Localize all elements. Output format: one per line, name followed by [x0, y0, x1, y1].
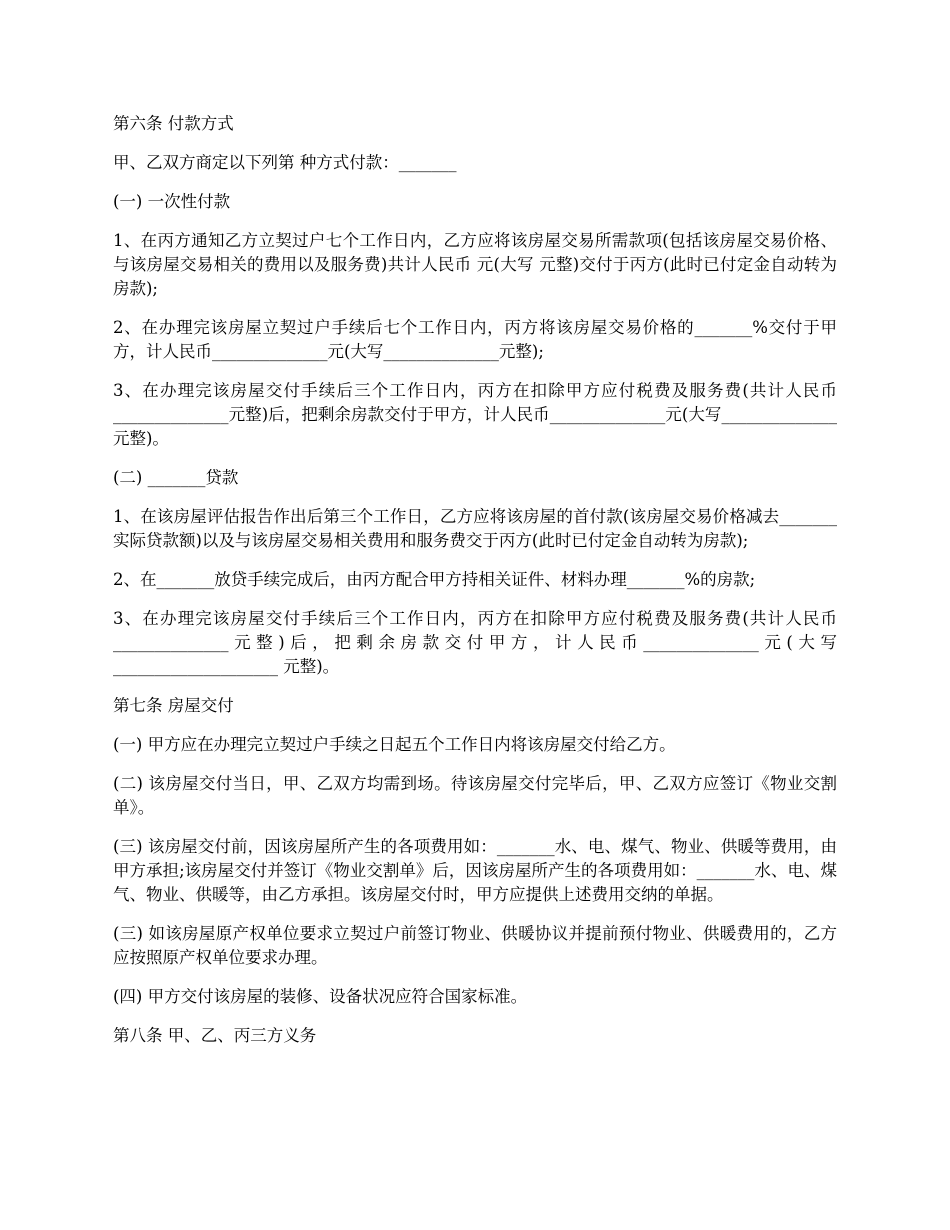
delivery-clause-1: (一) 甲方应在办理完立契过户手续之日起五个工作日内将该房屋交付给乙方。	[113, 735, 676, 754]
section-heading-article-8: 第八条 甲、乙、丙三方义务	[113, 1026, 317, 1045]
lump-sum-clause-1: 1、在丙方通知乙方立契过户七个工作日内，乙方应将该房屋交易所需款项(包括该房屋交易价格、与该房屋交易相关的费用以及服务费)共计人民币 元(大写 元整)交付于丙方(此时已付定金自动转为房款);	[113, 231, 837, 298]
loan-clause-1: 1、在该房屋评估报告作出后第三个工作日，乙方应将该房屋的首付款(该房屋交易价格减去_______实际贷款额)以及与该房屋交易相关费用和服务费交于丙方(此时已付定金自动转为房款);	[113, 507, 837, 550]
loan-clause-3: 3、在办理完该房屋交付手续后三个工作日内，丙方在扣除甲方应付税费及服务费(共计人民币______________元整)后，把剩余房款交付甲方，计人民币______________元(大写____________________ 元整)。	[113, 609, 837, 676]
delivery-clause-3: (三) 该房屋交付前，因该房屋所产生的各项费用如：_______水、电、煤气、物业、供暖等费用，由甲方承担;该房屋交付并签订《物业交割单》后，因该房屋所产生的各项费用如：_______水、电、煤气、物业、供暖等，由乙方承担。该房屋交付时，甲方应提供上述费用交纳的单据。	[113, 837, 837, 904]
section-heading-article-7: 第七条 房屋交付	[113, 696, 234, 715]
delivery-clause-4: (四) 甲方交付该房屋的装修、设备状况应符合国家标准。	[113, 987, 528, 1006]
lump-sum-clause-3: 3、在办理完该房屋交付手续后三个工作日内，丙方在扣除甲方应付税费及服务费(共计人民币______________元整)后，把剩余房款交付于甲方，计人民币______________元(大写______________元整)。	[113, 381, 837, 448]
lump-sum-clause-2: 2、在办理完该房屋立契过户手续后七个工作日内，丙方将该房屋交易价格的_______%交付于甲方，计人民币______________元(大写______________元整);	[113, 318, 837, 361]
payment-method-choice: 甲、乙双方商定以下列第 种方式付款：_______	[113, 153, 457, 172]
subsection-loan-payment: (二) _______贷款	[113, 468, 239, 487]
document-page	[113, 112, 837, 1063]
delivery-clause-3b: (三) 如该房屋原产权单位要求立契过户前签订物业、供暖协议并提前预付物业、供暖费用的，乙方应按照原产权单位要求办理。	[113, 924, 837, 967]
section-heading-article-6: 第六条 付款方式	[113, 114, 234, 133]
subsection-lump-sum-payment: (一) 一次性付款	[113, 192, 231, 211]
loan-clause-2: 2、在_______放贷手续完成后，由丙方配合甲方持相关证件、材料办理_______%的房款;	[113, 570, 756, 589]
delivery-clause-2: (二) 该房屋交付当日，甲、乙双方均需到场。待该房屋交付完毕后，甲、乙双方应签订《物业交割单》。	[113, 774, 837, 817]
